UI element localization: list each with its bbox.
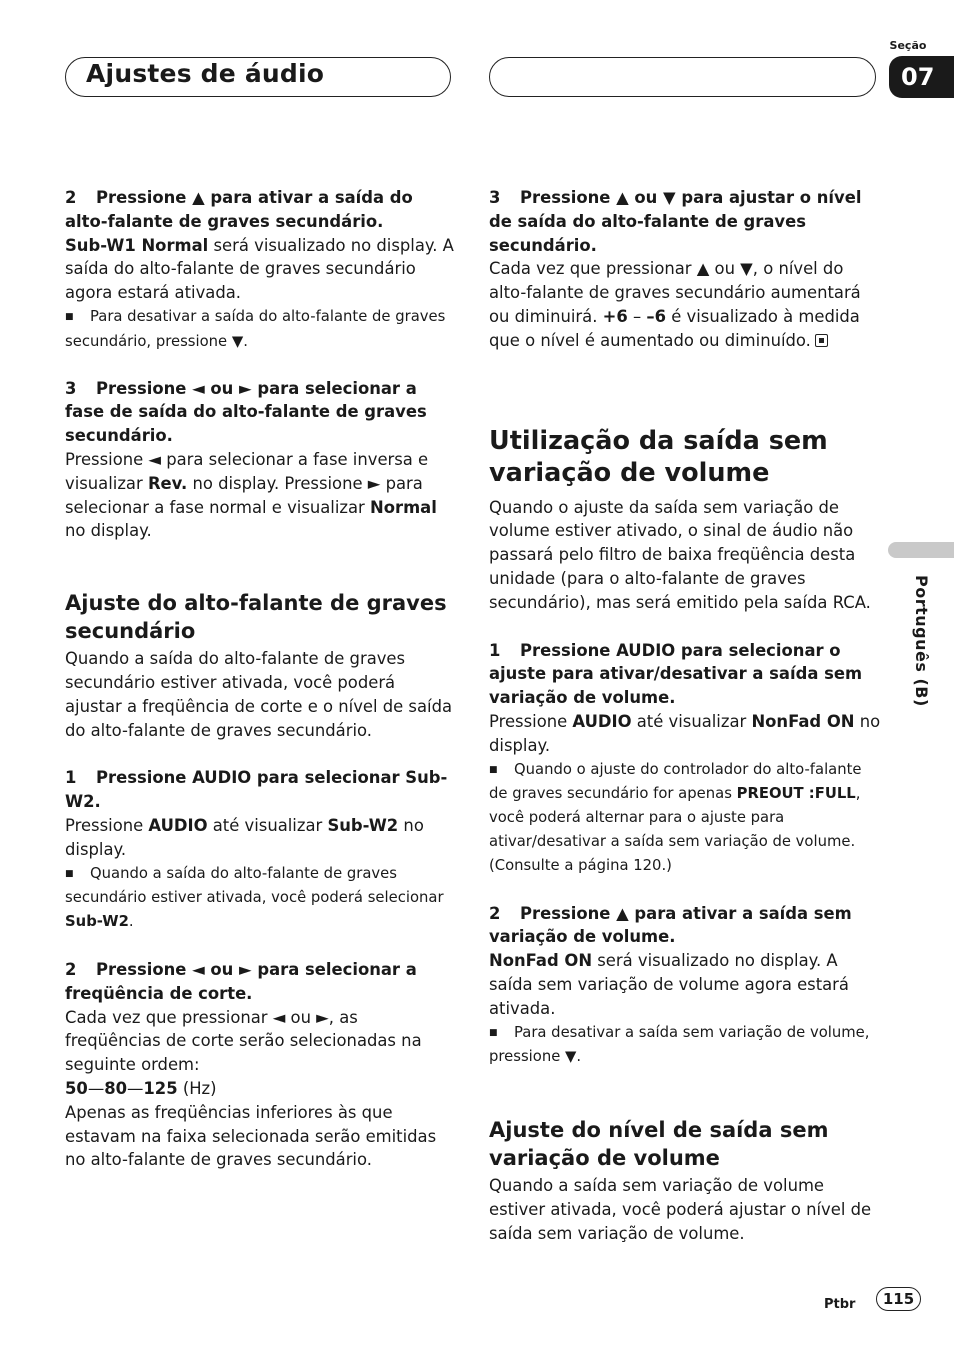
bullet-square-icon: ■ bbox=[489, 764, 498, 775]
side-thumb-tab bbox=[888, 542, 954, 558]
side-language-label: Português (B) bbox=[912, 575, 931, 707]
nonfading-step-1-body: Pressione AUDIO até visualizar NonFad ON no display. bbox=[489, 711, 881, 755]
bullet-square-icon: ■ bbox=[65, 311, 74, 322]
step-2-note: ■ Para desativar a saída do alto-falante de graves secundário, pressione ▼. bbox=[65, 307, 446, 350]
footer-language-code: Ptbr bbox=[824, 1297, 856, 1312]
bullet-square-icon: ■ bbox=[65, 868, 74, 879]
step-3-heading: 3 Pressione ◄ ou ► para selecionar a fase de saída do alto-falante de graves secundário. bbox=[65, 378, 427, 446]
frequency-sequence: 50—80—125 (Hz) bbox=[65, 1078, 217, 1098]
sub-step-1-heading: 1 Pressione AUDIO para selecionar Sub-W2. bbox=[65, 768, 448, 812]
nonfading-step-1-heading: 1 Pressione AUDIO para selecionar o ajuste para ativar/desativar a saída sem variação de volume. bbox=[489, 640, 863, 708]
page-number: 115 bbox=[876, 1287, 921, 1311]
sub-step-1-note: ■ Quando a saída do alto-falante de graves secundário estiver ativada, você poderá selecionar Sub-W2. bbox=[65, 864, 444, 931]
section-heading-nonfading: Utilização da saída sem variação de volume bbox=[489, 425, 828, 488]
nonfading-step-2-note: ■ Para desativar a saída sem variação de volume, pressione ▼. bbox=[489, 1023, 870, 1066]
subsection-heading-subwoofer: Ajuste do alto-falante de graves secundário bbox=[65, 591, 447, 644]
page-title: Ajustes de áudio bbox=[86, 59, 325, 88]
end-mark-icon bbox=[815, 334, 828, 347]
sub-step-2-body: Cada vez que pressionar ◄ ou ►, as freqüências de corte serão selecionadas na seguinte ordem: bbox=[65, 1007, 422, 1075]
level-step-3-body: Cada vez que pressionar ▲ ou ▼, o nível do alto-falante de graves secundário aumentará ou diminuirá. +6 – –6 é visualizado à medida que o nível é aumentado ou diminuído. bbox=[489, 259, 861, 350]
nonfading-step-2-body: NonFad ON será visualizado no display. A saída sem variação de volume agora estará ativada. bbox=[489, 951, 849, 1018]
step-3-body: Pressione ◄ para selecionar a fase inversa e visualizar Rev. no display. Pressione ► para selecionar a fase normal e visualizar Normal no display. bbox=[65, 449, 437, 541]
section-label: Seção bbox=[889, 39, 927, 52]
section-number-badge: 07 bbox=[889, 56, 954, 98]
step-2-body: Sub-W1 Normal será visualizado no display. A saída do alto-falante de graves secundário agora estará ativada. bbox=[65, 235, 454, 303]
level-step-3-heading: 3 Pressione ▲ ou ▼ para ajustar o nível de saída do alto-falante de graves secundário. bbox=[489, 188, 862, 255]
left-column bbox=[65, 186, 457, 1172]
subsection-heading-nonfading-level: Ajuste do nível de saída sem variação de volume bbox=[489, 1118, 829, 1171]
bullet-square-icon: ■ bbox=[489, 1027, 498, 1038]
header-blank-frame bbox=[489, 57, 876, 97]
sub-step-2-heading: 2 Pressione ◄ ou ► para selecionar a freqüência de corte. bbox=[65, 959, 417, 1003]
subsection-intro: Quando a saída do alto-falante de graves secundário estiver ativada, você poderá ajustar a freqüência de corte e o nível de saída do alto-falante de graves secundário. bbox=[65, 649, 453, 740]
right-column bbox=[489, 186, 881, 1246]
step-2-heading: 2 Pressione ▲ para ativar a saída do alto-falante de graves secundário. bbox=[65, 188, 413, 231]
nonfading-step-2-heading: 2 Pressione ▲ para ativar a saída sem variação de volume. bbox=[489, 903, 852, 947]
sub-step-2-tail: Apenas as freqüências inferiores às que estavam na faixa selecionada serão emitidas no alto-falante de graves secundário. bbox=[65, 1102, 437, 1170]
sub-step-1-body: Pressione AUDIO até visualizar Sub-W2 no display. bbox=[65, 815, 424, 859]
subsection-intro-nonfading-level: Quando a saída sem variação de volume estiver ativada, você poderá ajustar o nível de saída sem variação de volume. bbox=[489, 1176, 872, 1243]
nonfading-step-1-note: ■ Quando o ajuste do controlador do alto-falante de graves secundário for apenas PREOUT :FULL, você poderá alternar para o ajuste para ativar/desativar a saída sem variação de volume. (Consulte a página 120.) bbox=[489, 760, 862, 874]
section-intro-nonfading: Quando o ajuste da saída sem variação de volume estiver ativado, o sinal de áudio não passará pelo filtro de baixa freqüência desta unidade (para o alto-falante de graves secundário), mas será emitido pela saída RCA. bbox=[489, 497, 871, 612]
